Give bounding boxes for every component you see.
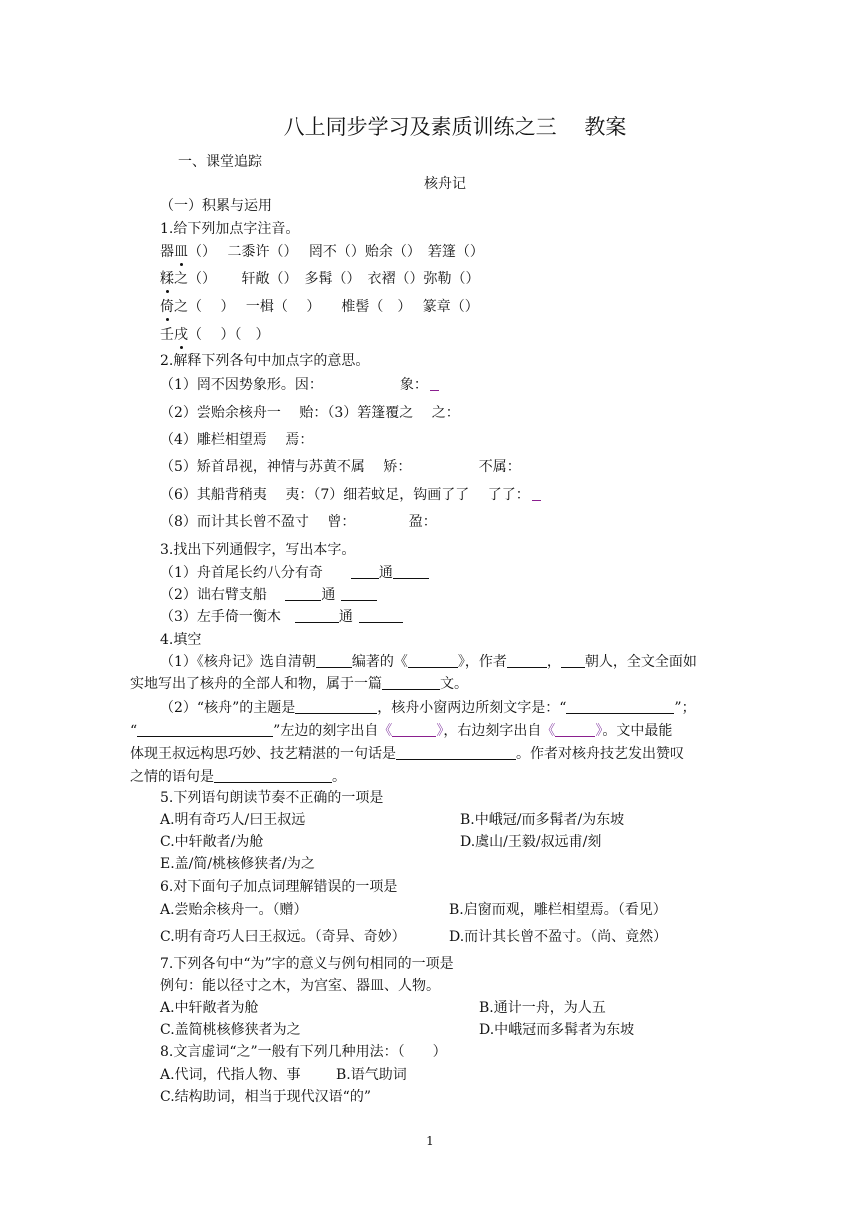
- question-5-option-b: B.中峨冠/而多髯者/为东坡: [460, 812, 625, 828]
- question-2-line-6: （8）而计其长曾不盈寸 曾： 盈：: [160, 514, 437, 530]
- question-1-row-2: 糅之（） 轩敞（） 多髯（） 衣褶（）弥勒（）: [160, 271, 480, 287]
- question-5-heading: 5.下列语句朗读节奏不正确的一项是: [160, 790, 384, 806]
- question-1-heading: 1.给下列加点字注音。: [160, 221, 300, 237]
- question-1-row-1: 器皿（） 二黍许（） 罔不（）贻余（） 箬篷（）: [160, 244, 484, 260]
- question-2-line-4: （5）矫首昂视，神情与苏黄不属 矫： 不属：: [160, 459, 521, 475]
- question-2-line-3: （4）雕栏相望焉 焉：: [160, 432, 314, 448]
- page-number: 1: [426, 1134, 434, 1148]
- question-8-option-a: A.代词，代指人物、事: [160, 1067, 301, 1083]
- part-heading: （一）积累与运用: [160, 198, 272, 214]
- question-7-heading: 7.下列各句中“为”字的意义与例句相同的一项是: [160, 956, 454, 972]
- question-1-row-4: 壬戌（ ）（ ）: [160, 327, 270, 343]
- question-2-line-1: （1）罔不因势象形。因： 象：: [160, 376, 439, 394]
- question-5-option-c: C.中轩敞者/为舱: [160, 834, 264, 850]
- question-3-line-3: （3）左手倚一衡木 通: [160, 608, 403, 626]
- question-7-example: 例句：能以径寸之木，为宫室、器皿、人物。: [160, 978, 440, 994]
- question-3-heading: 3.找出下列通假字，写出本字。: [160, 542, 356, 558]
- question-4-part-2: （2）“核舟”的主题是 ，核舟小窗两边所刻文字是：“ ”； “ ”左边的刻字出自《 》，右边刻字出自《 》。文中最能 体现王叔远构思巧妙、技艺精湛的一句话是 。作者对核舟技艺发出赞叹 之情的语句是 。: [130, 700, 696, 785]
- document-title: 八上同步学习及素质训练之三 教案: [283, 115, 627, 139]
- question-4-heading: 4.填空: [160, 632, 202, 648]
- question-2-line-5: （6）其船背稍夷 夷：（7）细若蚊足，钩画了了 了了：: [160, 486, 541, 504]
- question-1-row-3: 倚之（ ） 一楫（ ） 椎髻（ ） 篆章（）: [160, 299, 479, 315]
- question-8-heading: 8.文言虚词“之”一般有下列几种用法：（ ）: [160, 1044, 447, 1060]
- question-8-option-c: C.结构助词，相当于现代汉语“的”: [160, 1089, 371, 1105]
- section-heading: 一、课堂追踪: [178, 154, 262, 170]
- question-4-part-1: （1）《核舟记》选自清朝 编著的《 》，作者 ， 朝人，全文全面如 实地写出了核舟的全部人和物，属于一篇 文。: [130, 654, 697, 692]
- question-7-option-b: B.通计一舟，为人五: [479, 1000, 606, 1016]
- question-2-heading: 2.解释下列各句中加点字的意思。: [160, 353, 370, 369]
- lesson-subtitle: 核舟记: [424, 176, 466, 192]
- question-6-option-c: C.明有奇巧人曰王叔远。（奇异、奇妙）: [160, 929, 406, 945]
- question-5-option-a: A.明有奇巧人/曰王叔远: [160, 812, 306, 828]
- question-6-heading: 6.对下面句子加点词理解错误的一项是: [160, 879, 398, 895]
- question-8-option-b: B.语气助词: [336, 1067, 407, 1083]
- question-6-option-a: A.尝贻余核舟一。（赠）: [160, 902, 308, 918]
- question-7-option-d: D.中峨冠而多髯者为东坡: [479, 1022, 635, 1038]
- question-6-option-b: B.启窗而观，雕栏相望焉。（看见）: [449, 902, 667, 918]
- question-6-option-d: D.而计其长曾不盈寸。（尚、竟然）: [449, 929, 668, 945]
- question-7-option-a: A.中轩敞者为舱: [160, 1000, 259, 1016]
- question-5-option-d: D.虞山/王毅/叔远甫/刻: [460, 834, 602, 850]
- question-3-line-2: （2）诎右臂支船 通: [160, 586, 377, 604]
- question-5-option-e: E.盖/简/桃核修狭者/为之: [160, 856, 315, 872]
- question-3-line-1: （1）舟首尾长约八分有奇 通: [160, 564, 429, 582]
- question-2-line-2: （2）尝贻余核舟一 贻：（3）箬篷覆之 之：: [160, 405, 460, 421]
- question-7-option-c: C.盖简桃核修狭者为之: [160, 1022, 301, 1038]
